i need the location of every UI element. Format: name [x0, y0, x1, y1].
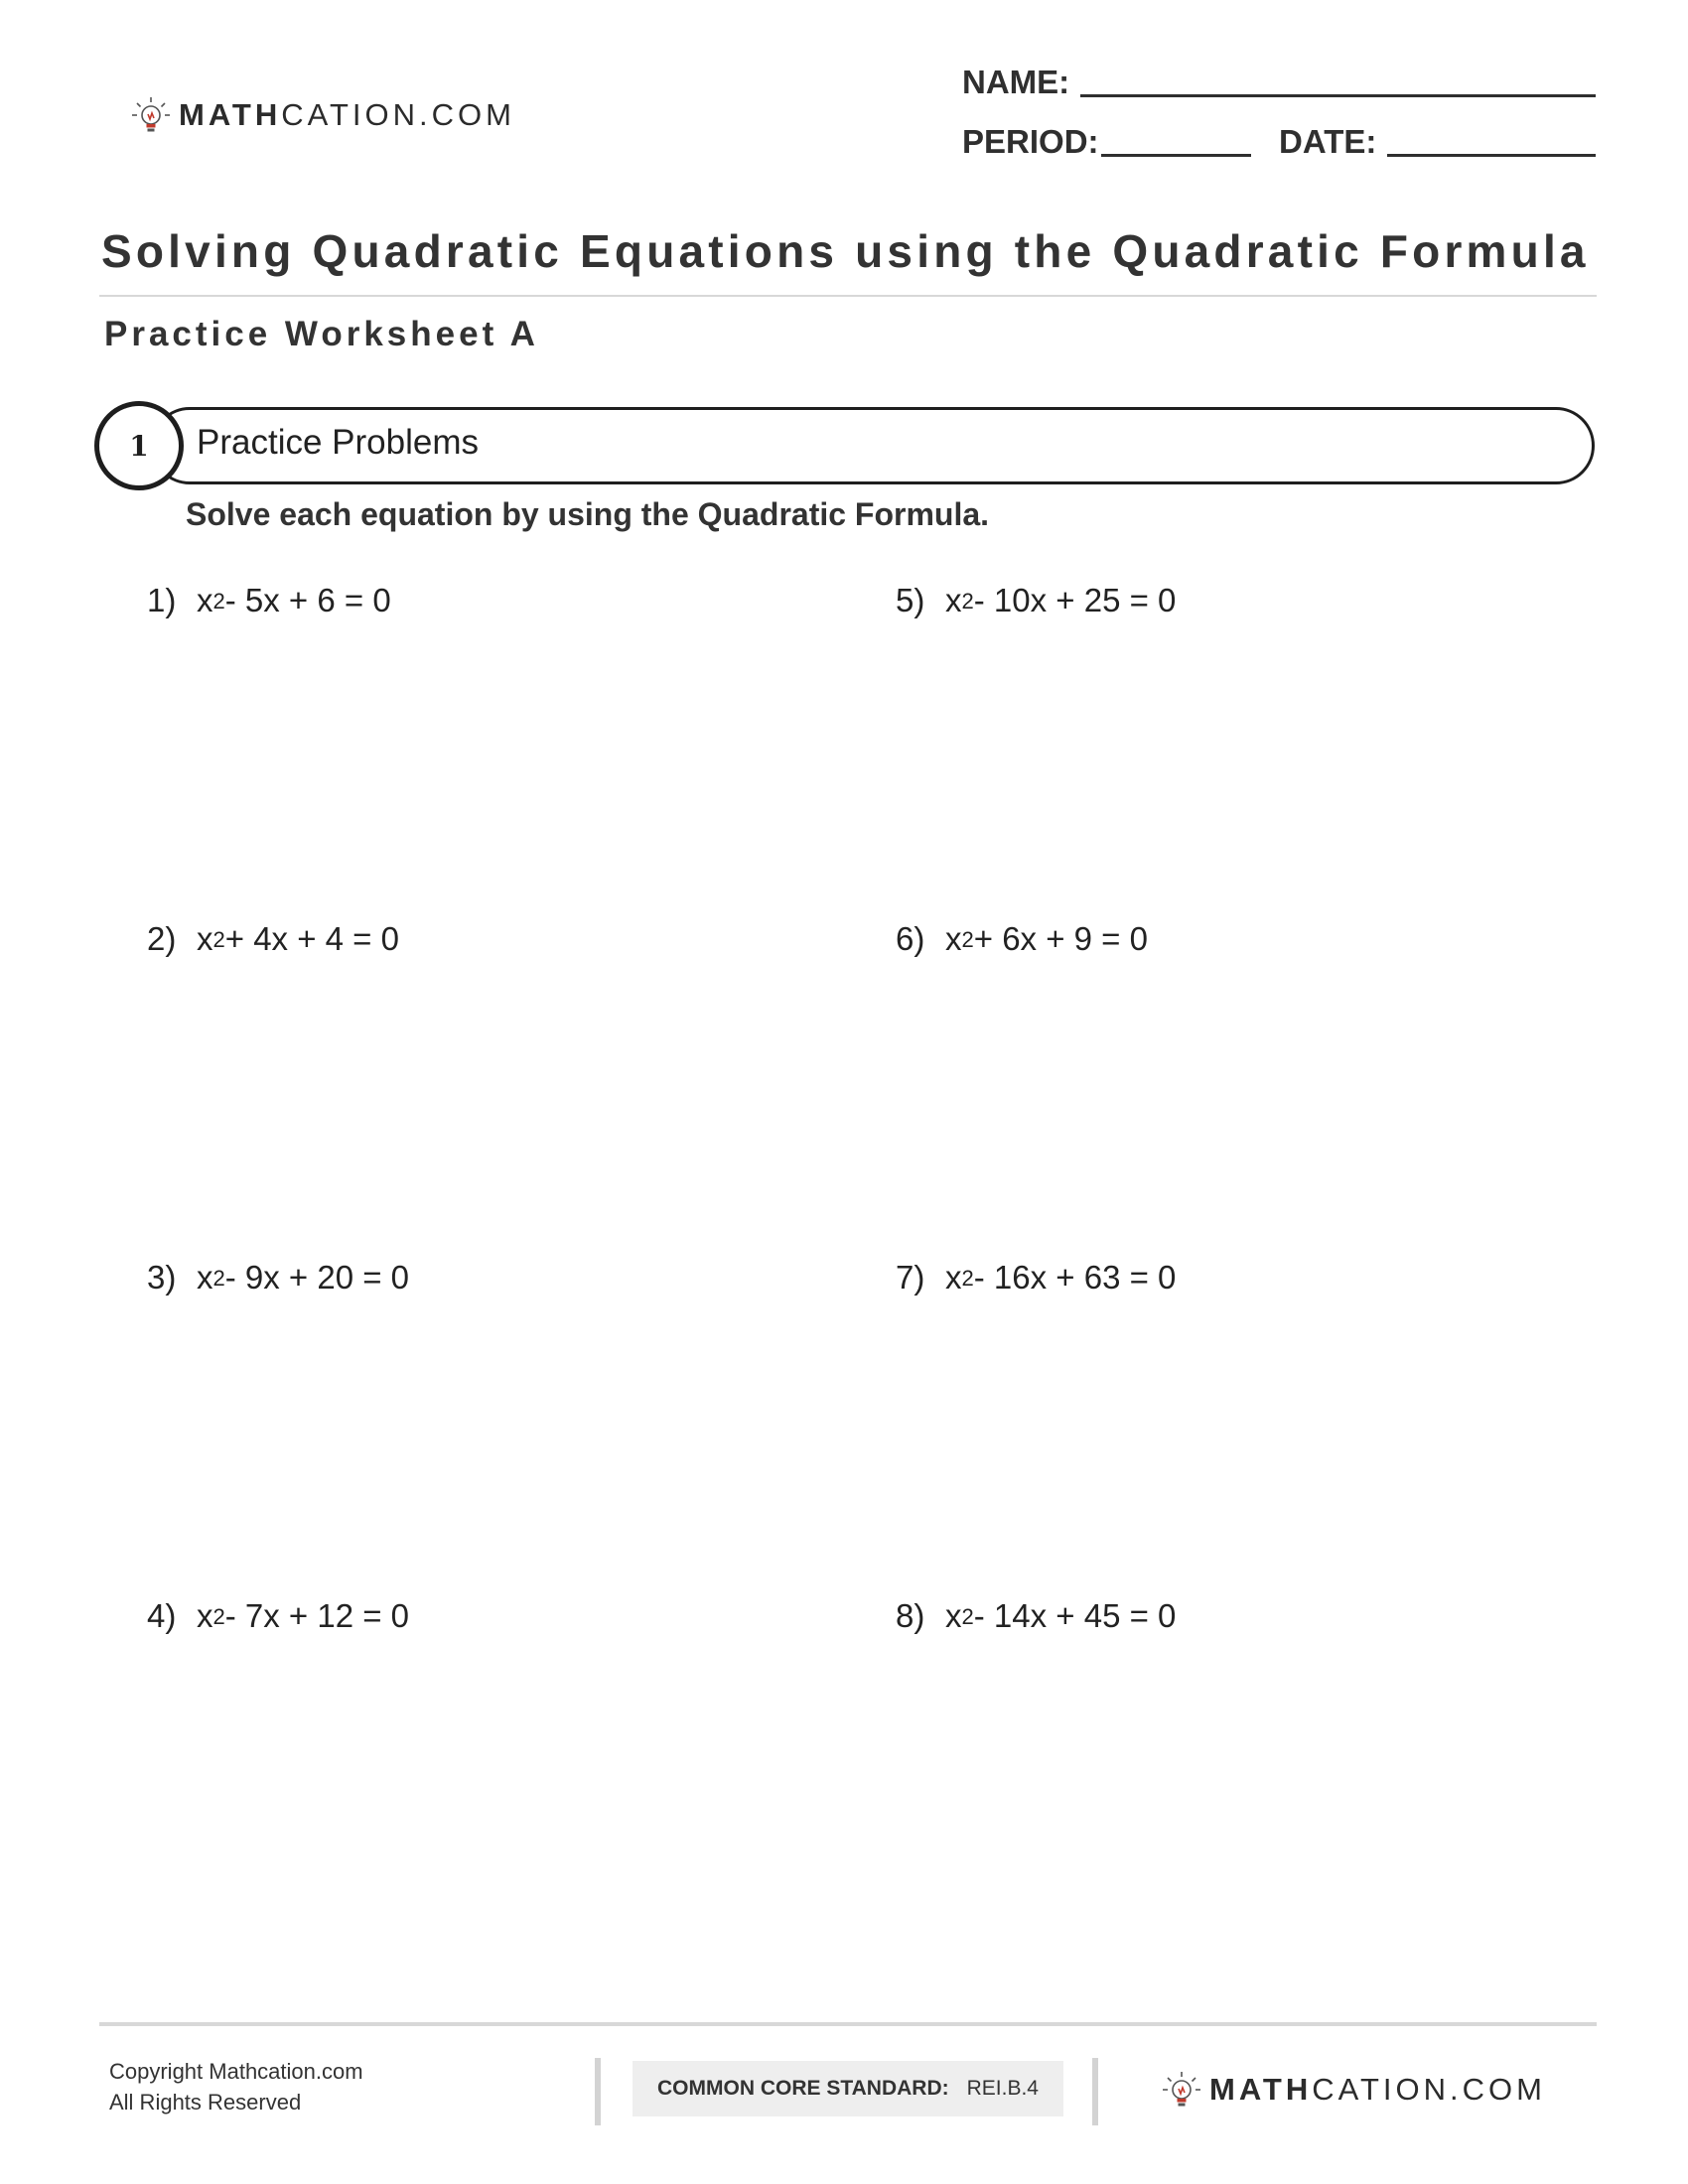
problem-exponent: 2 — [961, 589, 974, 614]
problem-number: 2) — [147, 920, 177, 957]
problem-exponent: 2 — [212, 1604, 225, 1629]
problem-equation: - 16x + 63 = 0 — [973, 1259, 1177, 1296]
logo-wordmark-light: CATION.COM — [1312, 2072, 1546, 2107]
problem-3 — [147, 1259, 409, 1297]
section-number-badge — [94, 401, 184, 490]
instructions: Solve each equation by using the Quadratic Formula. — [186, 496, 990, 532]
problem-number: 7) — [896, 1259, 925, 1296]
problem-base: x — [197, 920, 213, 957]
problem-exponent: 2 — [212, 589, 225, 614]
problem-exponent: 2 — [212, 927, 225, 952]
section-number: 1 — [129, 429, 149, 463]
lightbulb-icon — [1162, 2070, 1201, 2110]
problem-7 — [896, 1259, 1176, 1297]
logo-wordmark — [179, 97, 515, 133]
problem-equation: - 10x + 25 = 0 — [973, 582, 1177, 618]
title-divider — [99, 295, 1597, 297]
brand-logo[interactable] — [131, 95, 515, 135]
name-field[interactable] — [1080, 94, 1596, 97]
problem-base: x — [197, 1597, 213, 1634]
problem-base: x — [197, 582, 213, 618]
common-core-standard — [633, 2061, 1063, 2116]
problem-base: x — [945, 582, 962, 618]
problem-number: 8) — [896, 1597, 925, 1634]
problem-4 — [147, 1597, 409, 1635]
standard-label: COMMON CORE STANDARD: — [657, 2077, 949, 2100]
problem-base: x — [197, 1259, 213, 1296]
problem-8 — [896, 1597, 1176, 1635]
copyright-line-2: All Rights Reserved — [109, 2090, 302, 2115]
logo-wordmark-light: CATION.COM — [281, 97, 515, 132]
problem-equation: - 9x + 20 = 0 — [224, 1259, 410, 1296]
footer-separator-right — [1092, 2058, 1098, 2125]
logo-wordmark — [1209, 2072, 1546, 2108]
page-title: Solving Quadratic Equations using the Quadratic Formula — [101, 225, 1590, 277]
period-label: PERIOD: — [962, 123, 1099, 160]
problem-1 — [147, 582, 391, 619]
problem-number: 6) — [896, 920, 925, 957]
lightbulb-icon — [131, 95, 171, 135]
problem-2 — [147, 920, 399, 958]
problem-5 — [896, 582, 1176, 619]
problem-exponent: 2 — [212, 1266, 225, 1291]
problem-base: x — [945, 1259, 962, 1296]
page-subtitle: Practice Worksheet A — [104, 315, 539, 353]
problem-exponent: 2 — [961, 927, 974, 952]
problem-equation: + 4x + 4 = 0 — [224, 920, 399, 957]
logo-wordmark-bold: MATH — [179, 97, 282, 132]
date-field[interactable] — [1387, 154, 1596, 157]
footer-separator-left — [595, 2058, 601, 2125]
problem-base: x — [945, 920, 962, 957]
problem-base: x — [945, 1597, 962, 1634]
problem-equation: - 14x + 45 = 0 — [973, 1597, 1177, 1634]
standard-value: REI.B.4 — [966, 2077, 1039, 2100]
problem-equation: - 7x + 12 = 0 — [224, 1597, 410, 1634]
problem-number: 4) — [147, 1597, 177, 1634]
problem-6 — [896, 920, 1148, 958]
problem-number: 1) — [147, 582, 177, 618]
logo-wordmark-bold: MATH — [1209, 2072, 1313, 2107]
footer-brand-logo[interactable] — [1162, 2070, 1546, 2110]
problem-exponent: 2 — [961, 1266, 974, 1291]
date-label: DATE: — [1279, 123, 1377, 160]
copyright — [109, 2056, 363, 2117]
problem-number: 5) — [896, 582, 925, 618]
problem-number: 3) — [147, 1259, 177, 1296]
section-title: Practice Problems — [197, 423, 479, 462]
period-field[interactable] — [1101, 154, 1251, 157]
copyright-line-1: Copyright Mathcation.com — [109, 2059, 363, 2084]
problem-equation: + 6x + 9 = 0 — [973, 920, 1148, 957]
problem-equation: - 5x + 6 = 0 — [224, 582, 391, 618]
problem-exponent: 2 — [961, 1604, 974, 1629]
footer-divider — [99, 2022, 1597, 2026]
name-label: NAME: — [962, 64, 1070, 100]
